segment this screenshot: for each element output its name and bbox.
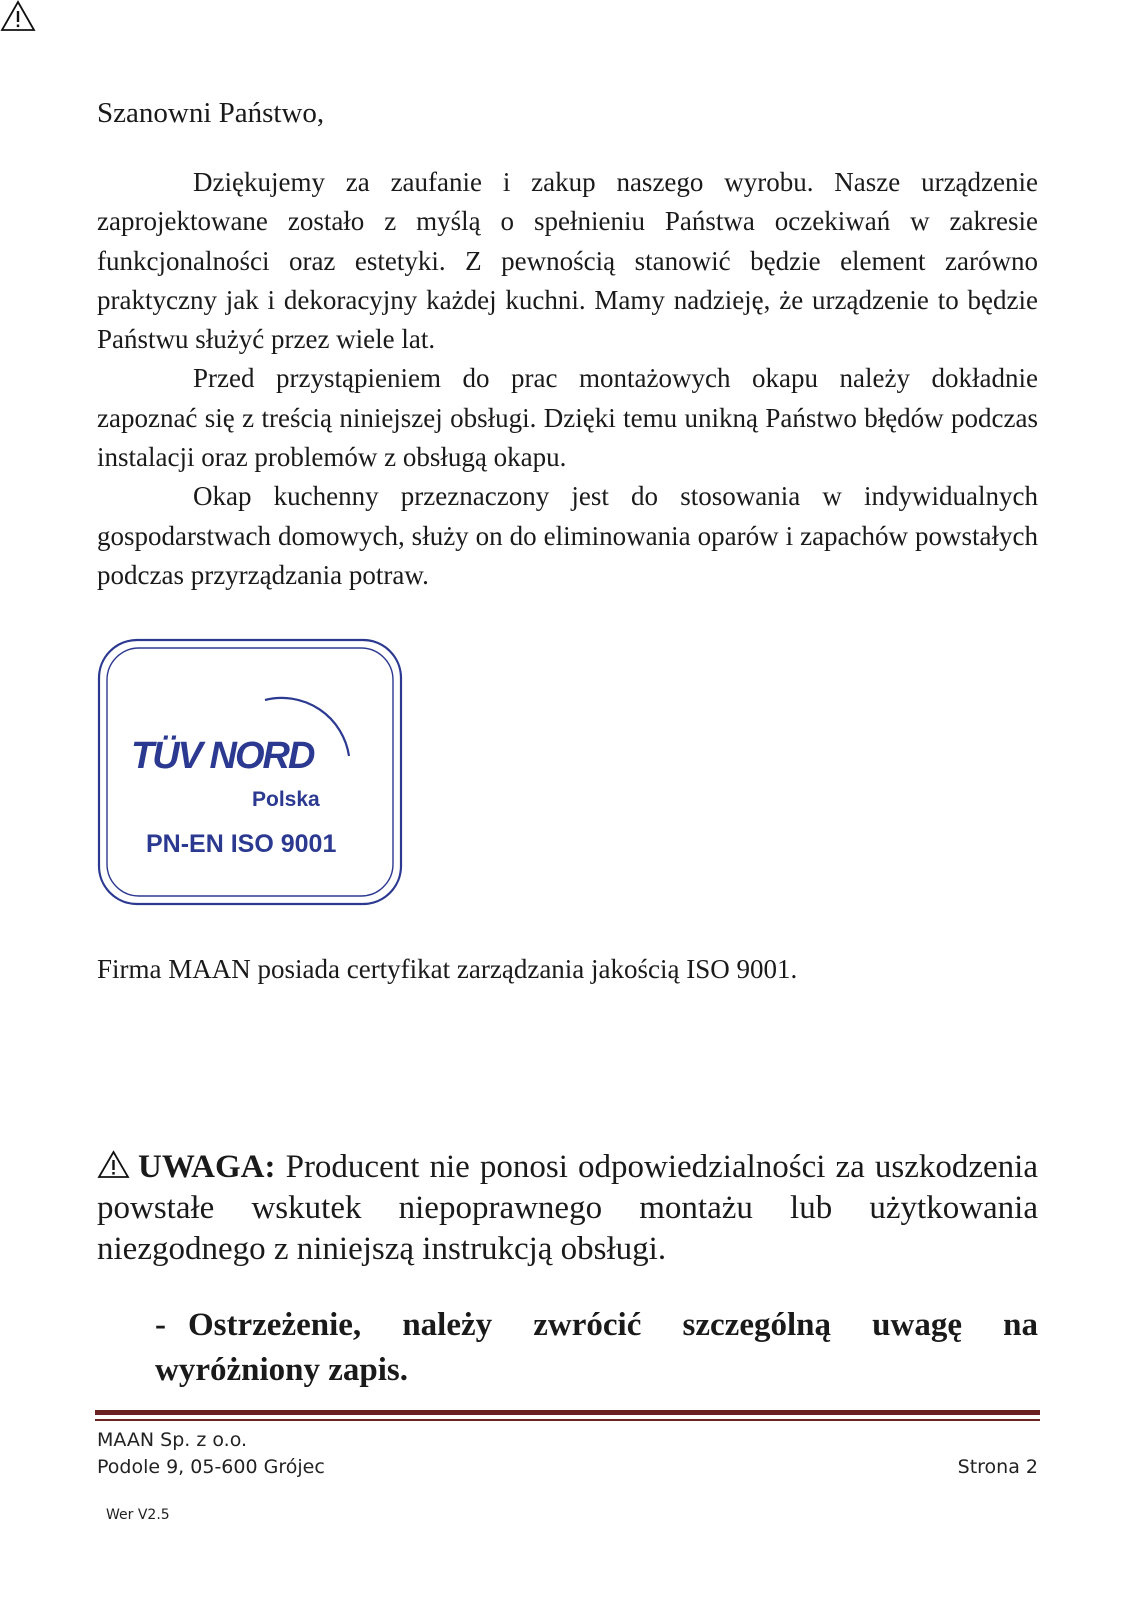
tuv-nord-iso-certificate-logo [97, 638, 403, 906]
footer-rule [95, 1410, 1040, 1415]
warning-triangle-icon [97, 1150, 130, 1179]
warning-triangle-icon [0, 0, 36, 32]
warning-text: Producent nie ponosi odpowiedzialności za uszkodzenia powstałe wskutek niepoprawnego montażu lub użytkowania niezgodnego z niniejszą instrukcją obsługi. [97, 1149, 1038, 1267]
liability-warning [97, 1147, 1038, 1270]
logo-brand-text: TÜV NORD [131, 735, 314, 777]
certificate-note: Firma MAAN posiada certyfikat zarządzania jakością ISO 9001. [97, 954, 798, 984]
footer-rule-thin [95, 1419, 1040, 1421]
salutation: Szanowni Państwo, [97, 97, 325, 129]
caution-note [155, 1303, 1038, 1393]
paragraph-instructions: Przed przystąpieniem do prac montażowych okapu należy dokładnie zapoznać się z treścią niniejszej obsługi. Dzięki temu unikną Państwo błędów podczas instalacji oraz problemów z obsługą okapu. [97, 363, 1038, 473]
footer-company: MAAN Sp. z o.o. [97, 1429, 248, 1451]
footer-address: Podole 9, 05-600 Grójec [97, 1456, 325, 1478]
paragraph-purpose: Okap kuchenny przeznaczony jest do stosowania w indywidualnych gospodarstwach domowych, służy on do eliminowania oparów i zapachów powstałych podczas przyrządzania potraw. [97, 481, 1038, 590]
page-number: Strona 2 [957, 1456, 1038, 1478]
paragraph-thanks: Dziękujemy za zaufanie i zakup naszego wyrobu. Nasze urządzenie zaprojektowane zostało z myślą o spełnieniu Państwa oczekiwań w zakresie funkcjonalności oraz estetyki. Z pewnością stanowić będzie element zarówno praktyczny jak i dekoracyjny każdej kuchni. Mamy nadzieję, że urządzenie to będzie Państwu służyć przez wiele lat. [97, 167, 1038, 355]
document-version: Wer V2.5 [106, 1507, 170, 1523]
warning-label: UWAGA: [138, 1149, 276, 1185]
logo-standard-text: PN-EN ISO 9001 [146, 830, 337, 858]
letter-body [97, 163, 1038, 595]
caution-dash: - [155, 1307, 166, 1343]
caution-text: Ostrzeżenie, należy zwrócić szczególną uwagę na wyróżniony zapis. [155, 1307, 1038, 1388]
logo-country-text: Polska [252, 788, 320, 811]
